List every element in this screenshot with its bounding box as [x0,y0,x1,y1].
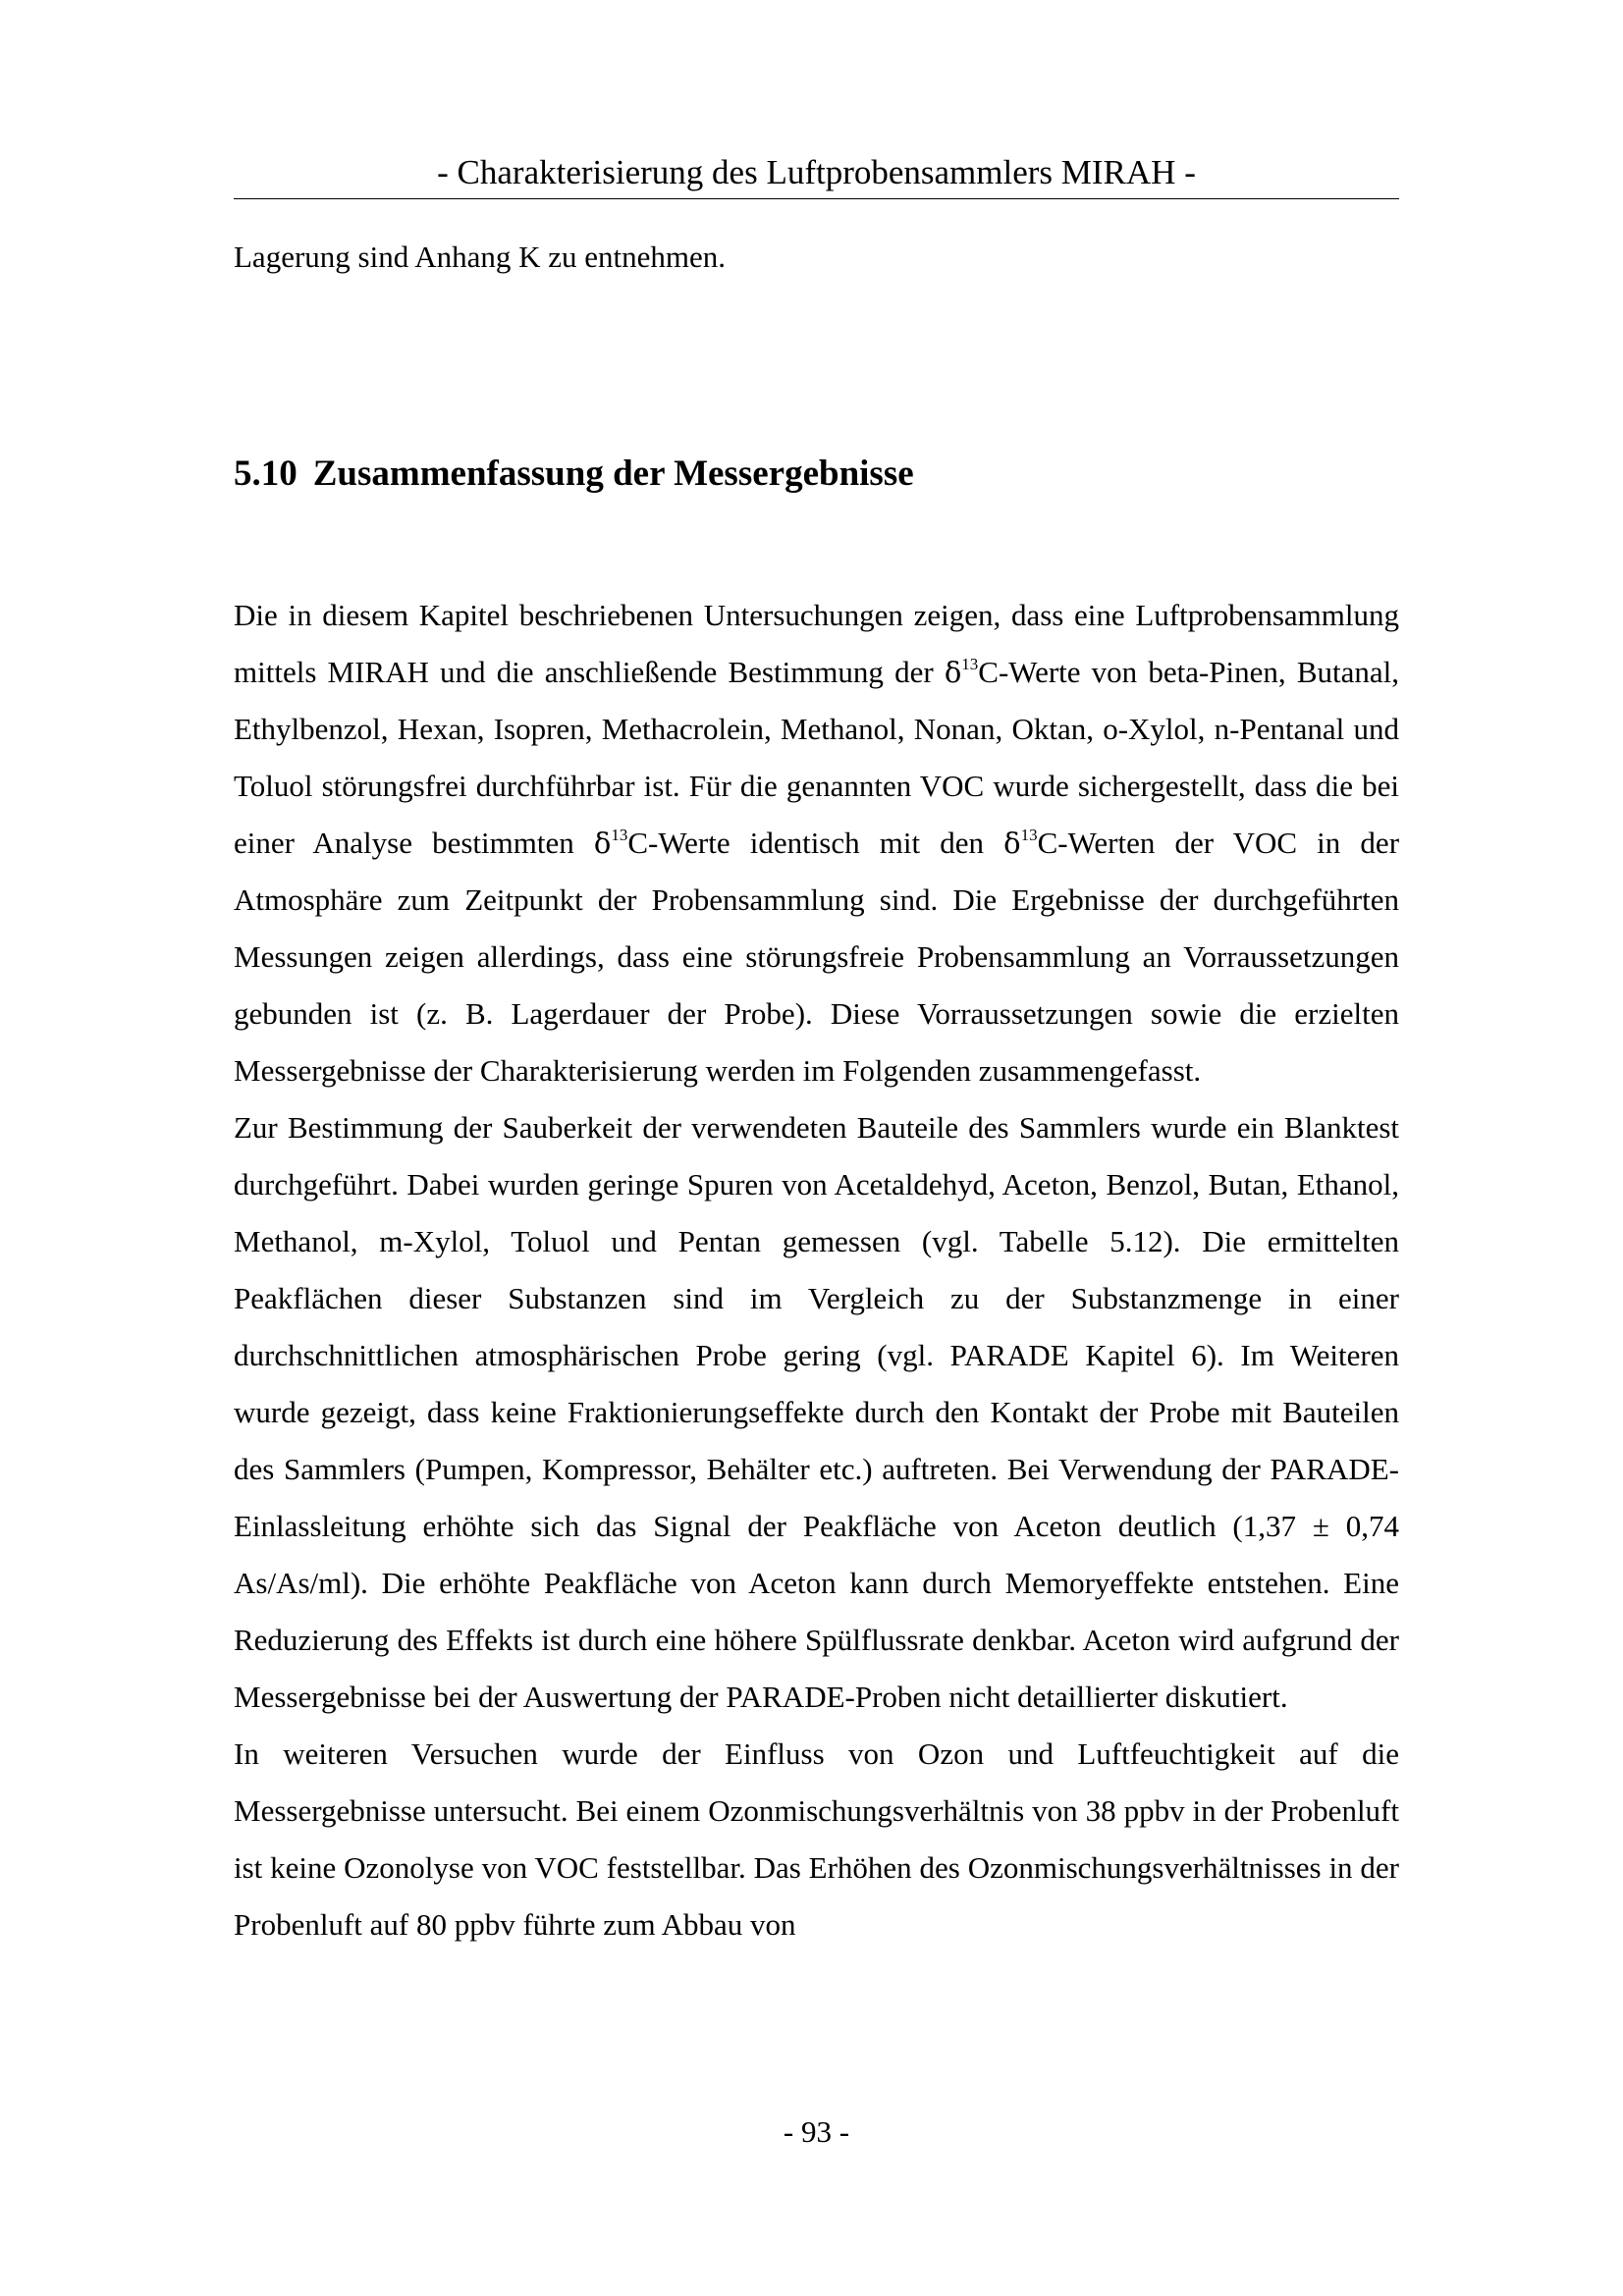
paragraph-summary-part-d: C-Werten der VOC in der Atmosphäre zum Zeitpunkt der Probensammlung sind. Die Ergebnisse der durchgeführten Messungen zeigen allerdings, dass eine störungsfreie Probensammlung an Vorraussetzungen gebunden ist (z. B. Lagerdauer der Probe). Diese Vorraussetzungen sowie die erzielten Messergebnisse der Charakterisierung werden im Folgenden zusammengefasst. [234,826,1400,1088]
superscript-13: 13 [1020,826,1038,844]
superscript-13: 13 [611,826,628,844]
superscript-13: 13 [961,655,979,673]
paragraph-summary-part-b: C-Werte von beta-Pinen, Butanal, Ethylbenzol, Hexan, Isopren, Methacrolein, Methanol, Nonan, Oktan, o-Xylol, n-Pentanal und Toluol störungsfrei durchführbar ist. Für die genannten VOC wurde sichergestellt, dass die bei einer Analyse bestimmten [234,655,1399,860]
paragraph-summary-part-c: C-Werte identisch mit den [627,826,1004,860]
section-title: Zusammenfassung der Messergebnisse [312,454,914,494]
page-number: - 93 - [783,2114,850,2149]
delta-symbol: δ [593,827,612,860]
paragraph-blanktest: Zur Bestimmung der Sauberkeit der verwendeten Bauteile des Sammlers wurde ein Blanktest durchgeführt. Dabei wurden geringe Spuren von Acetaldehyd, Aceton, Benzol, Butan, Ethanol, Methanol, m-Xylol, Toluol und Pentan gemessen (vgl. Tabelle 5.12). Die ermittelten Peakflächen dieser Substanzen sind im Vergleich zu der Substanzmenge in einer durchschnittlichen atmosphärischen Probe gering (vgl. PARADE Kapitel 6). Im Weiteren wurde gezeigt, dass keine Fraktionierungseffekte durch den Kontakt der Probe mit Bauteilen des Sammlers (Pumpen, Kompressor, Behälter etc.) auftreten. Bei Verwendung der PARADE-Einlassleitung erhöhte sich das Signal der Peakfläche von Aceton deutlich (1,37 ± 0,74 As/As/ml). Die erhöhte Peakfläche von Aceton kann durch Memoryeffekte entstehen. Eine Reduzierung des Effekts ist durch eine höhere Spülflussrate denkbar. Aceton wird aufgrund der Messergebnisse bei der Auswertung der PARADE-Proben nicht detaillierter diskutiert. [234,1110,1399,1714]
paragraph-summary-part-a: Die in diesem Kapitel beschriebenen Untersuchungen zeigen, dass eine Luftprobensammlung mittels MIRAH und die anschließende Bestimmung der [234,598,1399,689]
paragraph-summary [234,587,1399,1099]
delta-symbol: δ [944,656,962,689]
paragraph-ozone: In weiteren Versuchen wurde der Einfluss von Ozon und Luftfeuchtigkeit auf die Messergebnisse untersucht. Bei einem Ozonmischungsverhältnis von 38 ppbv in der Probenluft ist keine Ozonolyse von VOC feststellbar. Das Erhöhen des Ozonmischungsverhältnisses in der Probenluft auf 80 ppbv führte zum Abbau von [234,1736,1399,1942]
intro-paragraph: Lagerung sind Anhang K zu entnehmen. [234,240,727,274]
section-heading [234,450,1399,499]
body-text [234,587,1399,1953]
running-header: - Charakterisierung des Luftprobensammlers MIRAH - [234,153,1399,199]
delta-symbol: δ [1003,827,1021,860]
section-number: 5.10 [234,454,298,494]
